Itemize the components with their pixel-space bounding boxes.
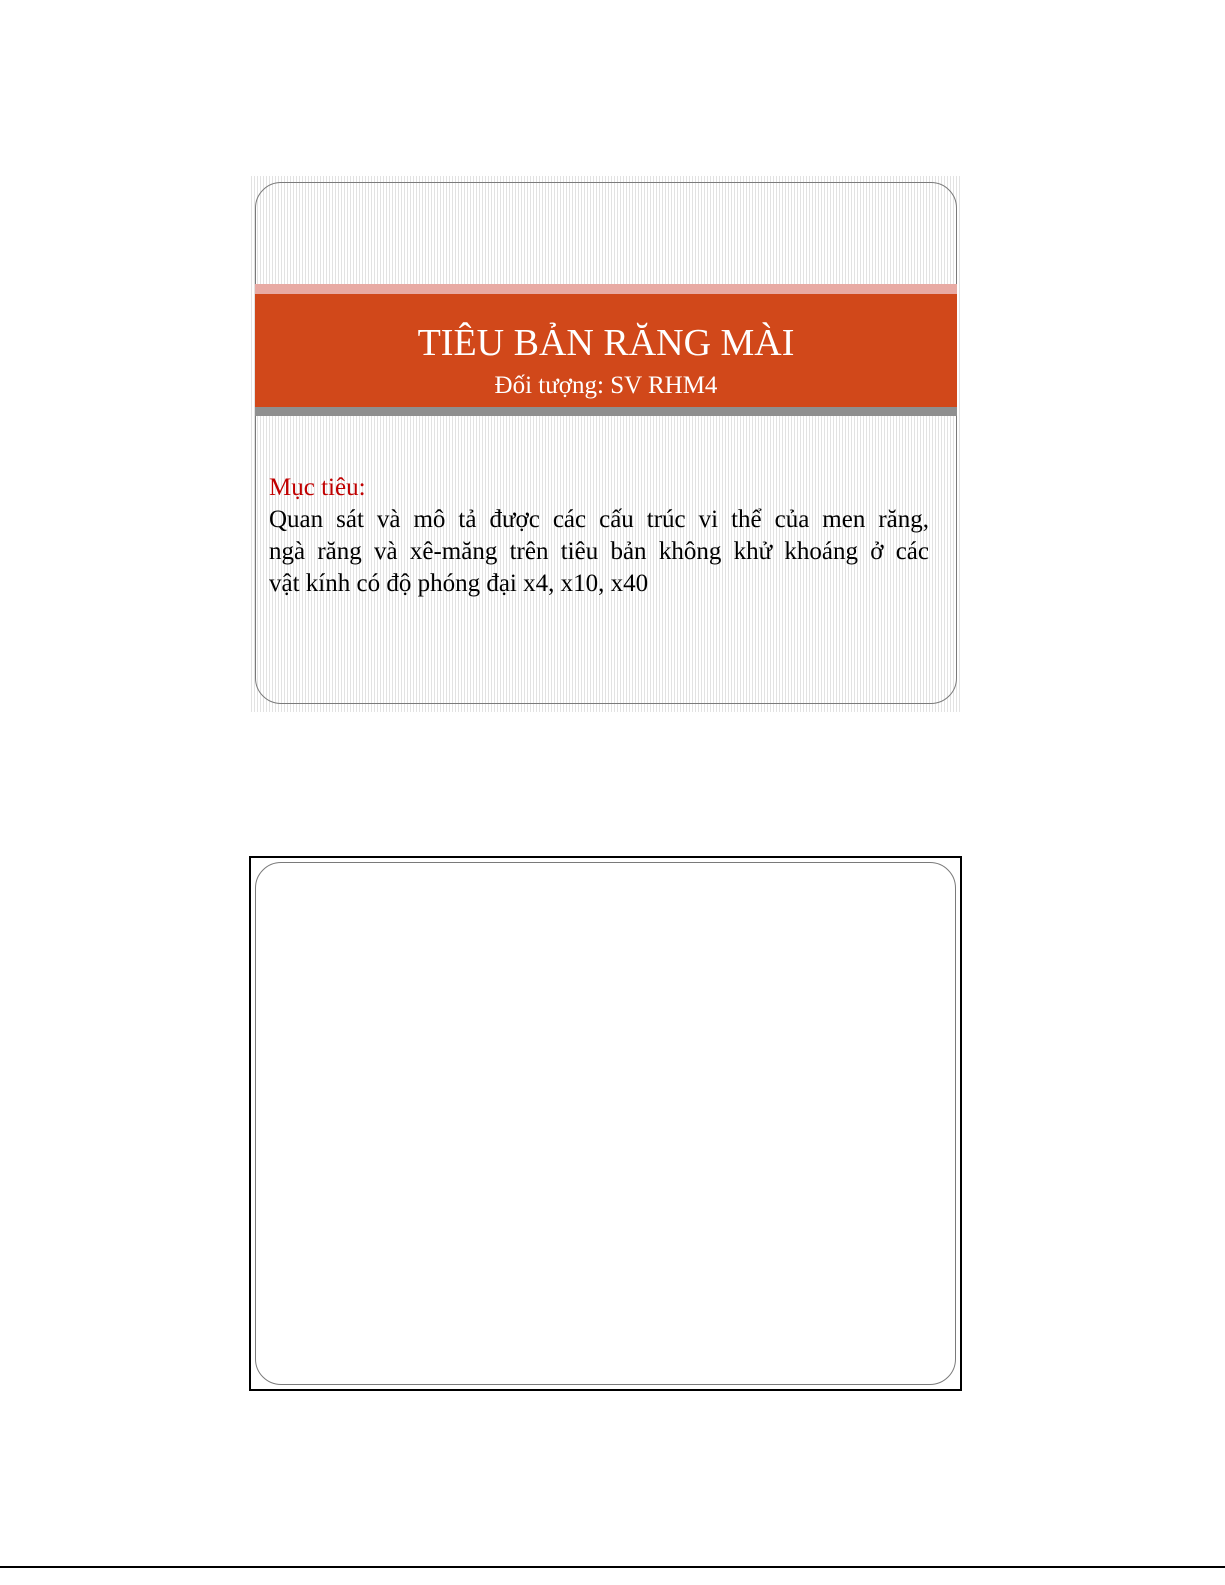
objective-body	[269, 504, 929, 600]
title-band-bottom-accent	[255, 407, 957, 416]
objective-line-3: vật kính có độ phóng đại x4, x10, x40	[269, 570, 649, 597]
objective-line-2: ngà răng và xê-măng trên tiêu bản không khử khoáng ở các	[269, 538, 929, 565]
slide-2-rounded-frame	[255, 862, 956, 1385]
slide-subtitle: Đối tượng: SV RHM4	[494, 372, 718, 399]
slide-2	[249, 856, 962, 1391]
objective-heading: Mục tiêu:	[269, 474, 366, 501]
page-bottom-rule	[0, 1566, 1225, 1568]
title-band-top-accent	[255, 284, 957, 294]
slide-1	[249, 176, 961, 712]
slide-1-rounded-frame	[255, 182, 957, 704]
slide-title: TIÊU BẢN RĂNG MÀI	[417, 322, 795, 364]
objective-line-1: Quan sát và mô tả được các cấu trúc vi thể của men răng,	[269, 506, 929, 533]
